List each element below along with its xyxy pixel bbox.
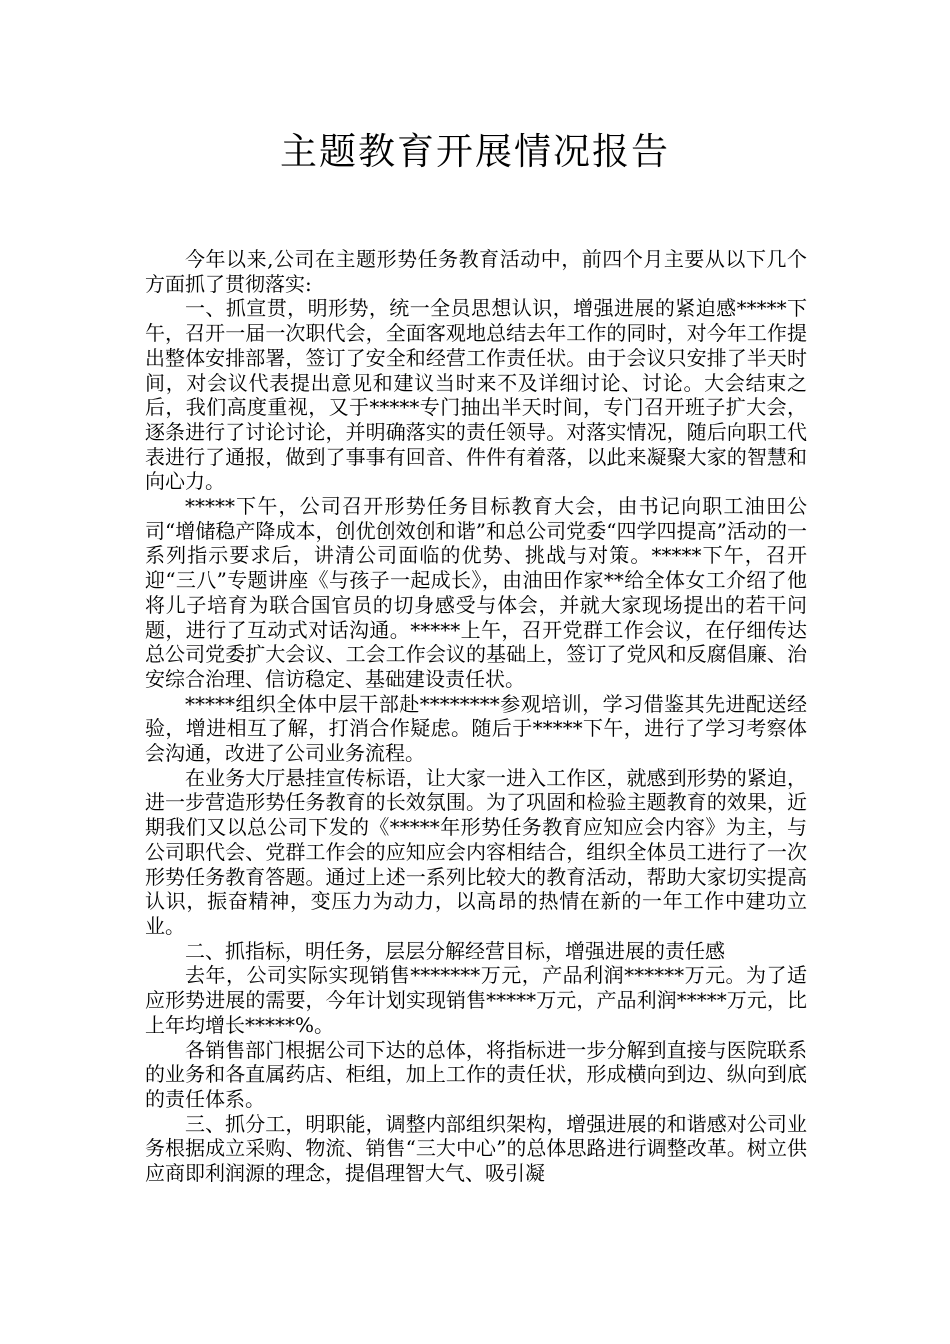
document-body (145, 247, 807, 1186)
page-title: 主题教育开展情况报告 (280, 130, 670, 173)
paragraph-section-2: 二、抓指标，明任务，层层分解经营目标，增强进展的责任感 (185, 938, 725, 963)
paragraph-slogans: 在业务大厅悬挂宣传标语，让大家一进入工作区，就感到形势的紧迫，进一步营造形势任务教育的长效氛围。为了巩固和检验主题教育的效果，近期我们又以总公司下发的《*****年形势任务教育应知应会内容》为主，与公司职代会、党群工作会的应知应会内容相结合，组织全体员工进行了一次形势任务教育答题。通过上述一系列比较大的教育活动，帮助大家切实提高认识，振奋精神，变压力为动力，以高昂的热情在新的一年工作中建功立业。 (145, 765, 807, 938)
paragraph-intro: 今年以来,公司在主题形势任务教育活动中，前四个月主要从以下几个方面抓了贯彻落实: (145, 247, 807, 296)
paragraph-sales-figures: 去年，公司实际实现销售*******万元，产品利润******万元。为了适应形势进展的需要，今年计划实现销售*****万元，产品利润*****万元，比上年均增长*****%。 (145, 963, 807, 1037)
paragraph-target-meeting: *****下午，公司召开形势任务目标教育大会，由书记向职工油田公司“增储稳产降成本，创优创效创和谐”和总公司党委“四学四提高”活动的一系列指示要求后，讲清公司面临的优势、挑战与对策。*****下午，召开迎“三八”专题讲座《与孩子一起成长》，由油田作家**给全体女工介绍了他将儿子培育为联合国官员的切身感受与体会，并就大家现场提出的若干问题，进行了互动式对话沟通。*****上午，召开党群工作会议，在仔细传达总公司党委扩大会议、工会工作会议的基础上，签订了党风和反腐倡廉、治安综合治理、信访稳定、基础建设责任状。 (145, 494, 807, 691)
paragraph-training: *****组织全体中层干部赴********参观培训，学习借鉴其先进配送经验，增进相互了解，打消合作疑虑。随后于*****下午，进行了学习考察体会沟通，改进了公司业务流程。 (145, 691, 807, 766)
paragraph-responsibility: 各销售部门根据公司下达的总体，将指标进一步分解到直接与医院联系的业务和各直属药店、柜组，加上工作的责任状，形成横向到边、纵向到底的责任体系。 (145, 1037, 807, 1111)
paragraph-section-3: 三、抓分工，明职能，调整内部组织架构，增强进展的和谐感对公司业务根据成立采购、物流、销售“三大中心”的总体思路进行调整改革。树立供应商即利润源的理念，提倡理智大气、吸引凝 (145, 1111, 807, 1186)
paragraph-section-1: 一、抓宣贯，明形势，统一全员思想认识，增强进展的紧迫感*****下午，召开一届一次职代会，全面客观地总结去年工作的同时，对今年工作提出整体安排部署，签订了安全和经营工作责任状。由于会议只安排了半天时间，对会议代表提出意见和建议当时来不及详细讨论、讨论。大会结束之后，我们高度重视，又于*****专门抽出半天时间，专门召开班子扩大会，逐条进行了讨论讨论，并明确落实的责任领导。对落实情况，随后向职工代表进行了通报，做到了事事有回音、件件有着落，以此来凝聚大家的智慧和向心力。 (145, 296, 807, 494)
